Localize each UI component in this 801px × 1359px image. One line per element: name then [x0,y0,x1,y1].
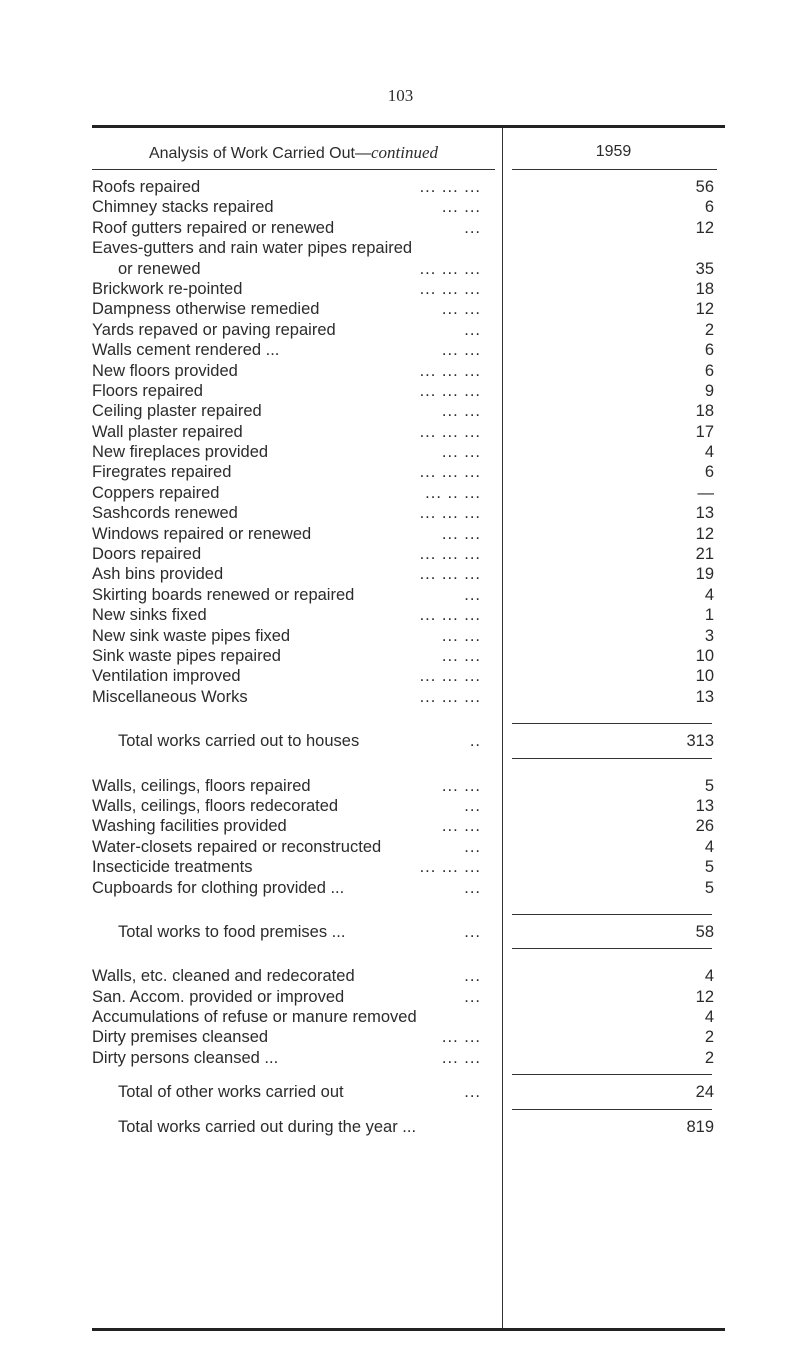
total-rule [92,942,725,956]
houses-row-label: Sink waste pipes repaired [92,646,281,665]
houses-row-leader-dots: ... ... ... [419,504,481,523]
row-spacer [92,898,725,908]
other-row [92,1048,725,1068]
houses-row-leader-dots: ... ... [441,402,481,421]
houses-row-value: 6 [704,361,714,380]
food-row-leader-dots: ... [464,837,481,856]
houses-row [92,197,725,217]
other-row-label: San. Accom. provided or improved [92,987,345,1006]
houses-row-label: Wall plaster repaired [92,422,243,441]
houses-row-label: Firegrates repaired [92,463,232,482]
houses-row-leader-dots: ... ... ... [419,545,481,564]
other-total-row-value: 24 [695,1083,714,1102]
houses-row-value: 6 [704,463,714,482]
food-total-row-leader-dots: ... [464,922,481,941]
houses-row-value: 4 [704,585,714,604]
food-total-row-label: Total works to food premises ... [118,922,346,941]
houses-row [92,218,725,238]
houses-row [92,605,725,625]
houses-row [92,279,725,299]
houses-row-leader-dots: ... .. ... [425,483,481,502]
houses-row [92,544,725,564]
food-row-leader-dots: ... [464,796,481,815]
food-row-leader-dots: ... ... [441,817,481,836]
houses-row [92,422,725,442]
houses-row-leader-dots: ... ... ... [419,381,481,400]
houses-row-value: 13 [695,504,714,523]
houses-row-label: Yards repaved or paving repaired [92,320,336,339]
other-row-value: 12 [695,987,714,1006]
houses-row-value: 6 [704,341,714,360]
food-row-value: 5 [704,878,714,897]
houses-row-label: Sashcords renewed [92,504,238,523]
houses-row-value: 35 [695,259,714,278]
houses-row-label: New fireplaces provided [92,443,269,462]
houses-row [92,626,725,646]
houses-row-label: Roof gutters repaired or renewed [92,218,335,237]
houses-row-leader-dots: ... ... ... [419,606,481,625]
houses-row-value: 12 [695,300,714,319]
other-row-label: Dirty premises cleansed [92,1028,269,1047]
header-title-dash: — [354,145,371,162]
total-rule-line [512,1109,712,1110]
total-rule-line [512,948,712,949]
houses-row-leader-dots: ... ... [441,300,481,319]
houses-row-value: 13 [695,687,714,706]
houses-row-label: Eaves-gutters and rain water pipes repaired [92,239,413,258]
food-row-value: 4 [704,837,714,856]
houses-row-label: New sink waste pipes fixed [92,626,291,645]
houses-row-leader-dots: ... [464,218,481,237]
houses-row [92,646,725,666]
houses-row-value: 21 [695,545,714,564]
food-row-leader-dots: ... [464,878,481,897]
houses-row-value: 6 [704,198,714,217]
houses-row [92,401,725,421]
houses-row-label: Brickwork re-pointed [92,279,243,298]
food-row-leader-dots: ... ... ... [419,858,481,877]
other-row [92,1027,725,1047]
houses-row [92,299,725,319]
houses-row [92,524,725,544]
houses-row-value: 18 [695,279,714,298]
food-row-label: Insecticide treatments [92,858,253,877]
food-row [92,776,725,796]
houses-row-value: 19 [695,565,714,584]
table-header-year: 1959 [595,143,632,160]
houses-row-leader-dots: ... ... [441,341,481,360]
other-row-leader-dots: ... [464,967,481,986]
table-top-rule [92,125,725,128]
houses-row [92,666,725,686]
houses-row-value: 12 [695,218,714,237]
houses-row-label: New floors provided [92,361,238,380]
other-row-leader-dots: ... [464,987,481,1006]
food-row-label: Cupboards for clothing provided ... [92,878,345,897]
houses-row-label: Skirting boards renewed or repaired [92,585,355,604]
houses-row-value: 9 [704,381,714,400]
houses-row-label: Coppers repaired [92,483,220,502]
other-row-value: 4 [704,967,714,986]
header-rule-left [92,169,495,170]
houses-row-value: 18 [695,402,714,421]
total-rule [92,1103,725,1117]
houses-row-value: 1 [704,606,714,625]
row-spacer [92,766,725,776]
houses-row-label: Floors repaired [92,381,203,400]
other-row-label: Accumulations of refuse or manure removed [92,1008,417,1027]
food-row-label: Washing facilities provided [92,817,287,836]
food-total-row [92,922,725,942]
total-rule [92,908,725,922]
other-row-value: 4 [704,1008,714,1027]
grand-total-row [92,1117,725,1137]
houses-row [92,585,725,605]
houses-row-leader-dots: ... ... ... [419,565,481,584]
total-rule-line [512,914,712,915]
other-row-value: 2 [704,1048,714,1067]
total-rule-line [512,1074,712,1075]
houses-row [92,503,725,523]
header-rule-right [512,169,717,170]
other-total-row-leader-dots: ... [464,1083,481,1102]
table-body [92,177,725,1137]
houses-row [92,259,725,279]
table-bottom-rule [92,1328,725,1331]
houses-row-value: 12 [695,524,714,543]
houses-row-leader-dots: ... ... ... [419,178,481,196]
houses-row-leader-dots: ... ... [441,626,481,645]
work-analysis-table [92,125,725,1335]
header-title-text: Analysis of Work Carried Out [148,145,355,162]
food-row-value: 5 [704,776,714,795]
other-row [92,966,725,986]
food-total-row-value: 58 [695,922,714,941]
houses-total-row-value: 313 [686,732,714,751]
houses-row [92,483,725,503]
row-spacer [92,707,725,717]
other-total-row [92,1082,725,1102]
houses-row-value: 3 [704,626,714,645]
houses-row-value: 2 [704,320,714,339]
houses-row [92,361,725,381]
food-row-value: 13 [695,796,714,815]
houses-total-row [92,731,725,751]
houses-row-label: Miscellaneous Works [92,687,248,706]
total-rule-line [512,758,712,759]
houses-row [92,462,725,482]
other-row-leader-dots: ... ... [441,1048,481,1067]
houses-row-label: Walls cement rendered ... [92,341,280,360]
houses-row-label: Dampness otherwise remedied [92,300,320,319]
houses-row-label: or renewed [118,259,201,278]
houses-row-value: 10 [695,667,714,686]
page-number: 103 [387,86,414,105]
total-rule [92,1068,725,1082]
houses-row-label: Chimney stacks repaired [92,198,274,217]
houses-row-label: New sinks fixed [92,606,207,625]
food-row [92,878,725,898]
houses-row-leader-dots: ... [464,585,481,604]
houses-row-leader-dots: ... [464,320,481,339]
houses-row [92,687,725,707]
total-rule-line [512,723,712,724]
food-row [92,857,725,877]
houses-row [92,320,725,340]
houses-row-leader-dots: ... ... [441,443,481,462]
houses-row-leader-dots: ... ... ... [419,667,481,686]
houses-row [92,442,725,462]
food-row [92,796,725,816]
houses-row-leader-dots: ... ... ... [419,422,481,441]
food-row-label: Walls, ceilings, floors repaired [92,776,311,795]
houses-row-leader-dots: ... ... ... [419,259,481,278]
food-row [92,837,725,857]
houses-total-row-label: Total works carried out to houses [118,732,360,751]
houses-row-label: Ceiling plaster repaired [92,402,262,421]
houses-row-value: 56 [695,178,714,196]
houses-row-leader-dots: ... ... ... [419,463,481,482]
houses-row [92,177,725,197]
houses-row-leader-dots: ... ... [441,198,481,217]
other-total-row-label: Total of other works carried out [118,1083,344,1102]
grand-total-row-value: 819 [686,1117,714,1136]
food-row-label: Walls, ceilings, floors redecorated [92,796,339,815]
houses-row-leader-dots: ... ... ... [419,279,481,298]
food-row-value: 26 [695,817,714,836]
grand-total-row-label: Total works carried out during the year ... [118,1117,417,1136]
houses-row-leader-dots: ... ... ... [419,687,481,706]
food-row [92,816,725,836]
houses-row-leader-dots: ... ... [441,646,481,665]
table-header-title [92,143,495,163]
other-row-leader-dots: ... ... [441,1028,481,1047]
houses-row-label: Ventilation improved [92,667,241,686]
houses-row [92,564,725,584]
total-rule [92,752,725,766]
houses-row-label: Windows repaired or renewed [92,524,312,543]
houses-row-label: Roofs repaired [92,178,201,196]
houses-row [92,238,725,258]
header-title-continued: continued [370,143,439,162]
houses-row-value: 4 [704,443,714,462]
houses-row-leader-dots: ... ... [441,524,481,543]
houses-row-label: Doors repaired [92,545,202,564]
row-spacer [92,956,725,966]
houses-row-label: Ash bins provided [92,565,224,584]
food-row-label: Water-closets repaired or reconstructed [92,837,382,856]
houses-total-row-leader-dots: .. [469,732,481,751]
houses-row [92,340,725,360]
other-row [92,987,725,1007]
food-row-value: 5 [704,858,714,877]
other-row-label: Dirty persons cleansed ... [92,1048,279,1067]
houses-row-leader-dots: ... ... ... [419,361,481,380]
other-row-label: Walls, etc. cleaned and redecorated [92,967,355,986]
houses-row-value: 17 [695,422,714,441]
houses-row-value: — [697,483,714,502]
houses-row [92,381,725,401]
houses-row-value: 10 [695,646,714,665]
other-row-value: 2 [704,1028,714,1047]
total-rule [92,717,725,731]
other-row [92,1007,725,1027]
food-row-leader-dots: ... ... [441,776,481,795]
